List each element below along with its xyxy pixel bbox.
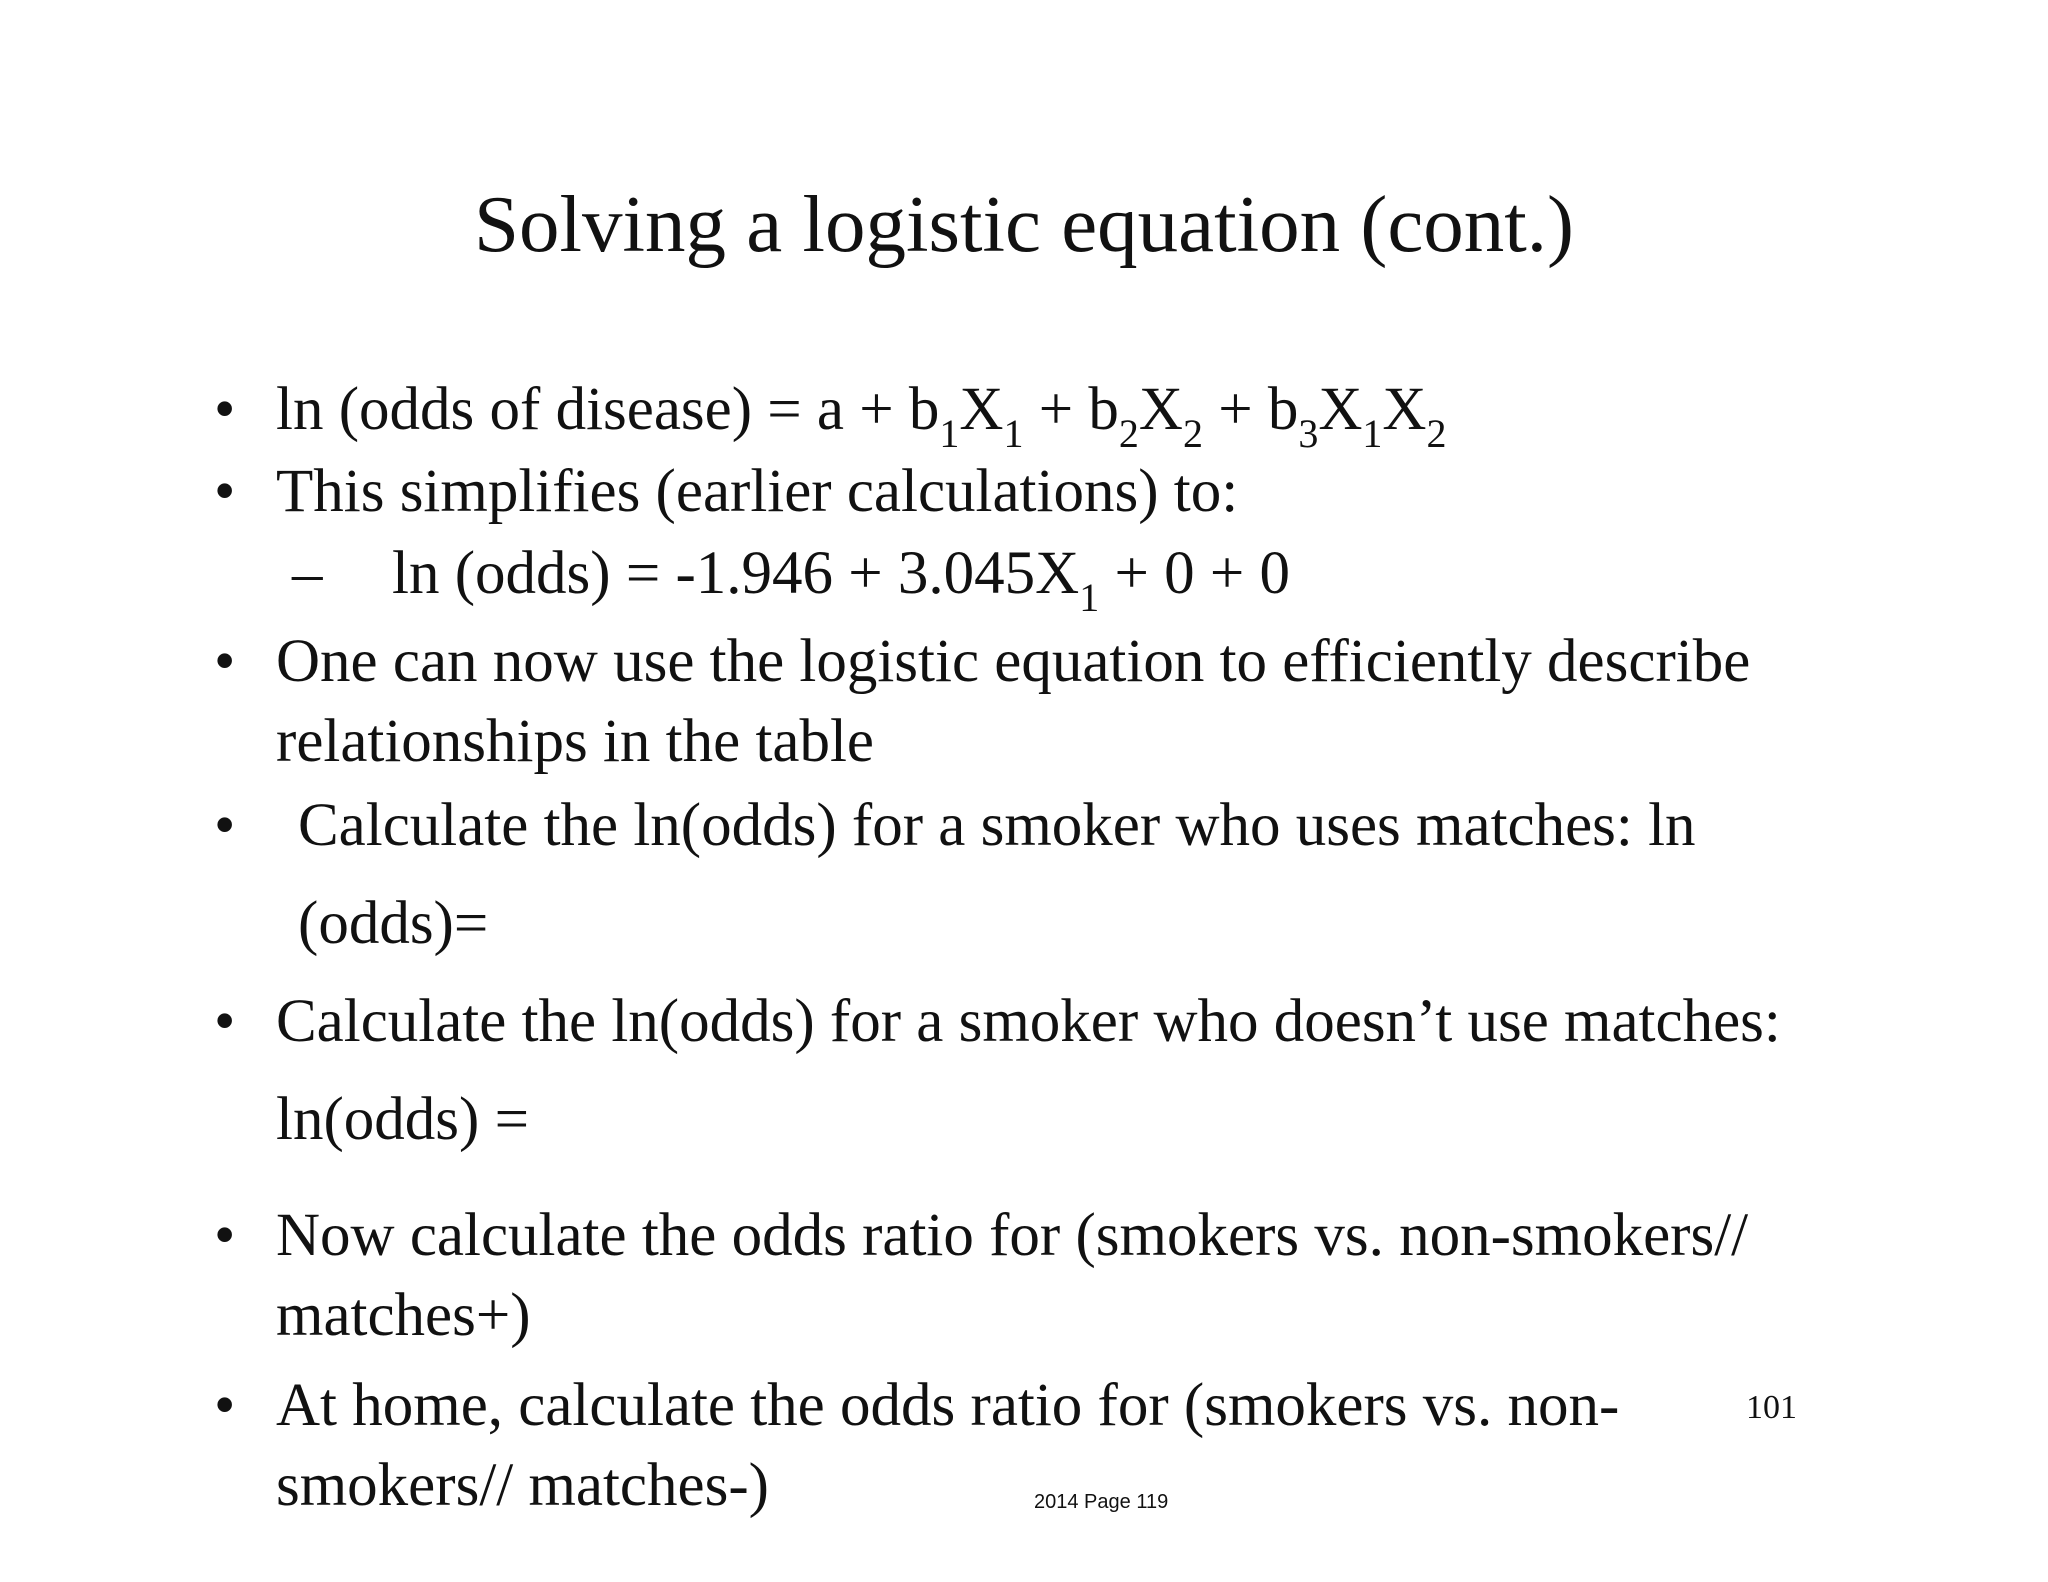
describe-line-2: relationships in the table	[276, 708, 874, 775]
slide-title: Solving a logistic equation (cont.)	[473, 179, 1575, 269]
dash-marker: –	[292, 540, 323, 607]
smoker-matches-line-1: Calculate the ln(odds) for a smoker who uses matches: ln	[298, 792, 1696, 859]
bullet-marker: •	[214, 458, 236, 525]
bullet-marker: •	[214, 792, 236, 859]
bullet-marker: •	[214, 988, 236, 1055]
home-line-2: smokers// matches-)	[276, 1452, 769, 1519]
bullet-marker: •	[214, 1372, 236, 1439]
bullet-marker: •	[214, 628, 236, 695]
bullet-marker: •	[214, 376, 236, 443]
describe-line-1: One can now use the logistic equation to efficiently describe	[276, 628, 1751, 695]
odds-ratio-line-2: matches+)	[276, 1282, 531, 1349]
bullet-marker: •	[214, 1202, 236, 1269]
page-footer: 2014 Page 119	[1034, 1491, 1169, 1513]
page-number: 101	[1746, 1389, 1797, 1426]
smoker-matches-line-2: (odds)=	[298, 890, 489, 957]
home-line-1: At home, calculate the odds ratio for (smokers vs. non-	[276, 1372, 1620, 1439]
simplifies-text: This simplifies (earlier calculations) to:	[276, 458, 1239, 525]
smoker-nomatch-line-2: ln(odds) =	[276, 1086, 529, 1153]
equation-general: ln (odds of disease) = $a + b_1X_1 + b_2X_2 + b_3X_1X_2$	[276, 376, 1447, 456]
equation-simplified: ln (odds) = $-1.946 + 3.045X_1 + 0 + 0$	[392, 540, 1291, 620]
smoker-nomatch-line-1: Calculate the ln(odds) for a smoker who doesn’t use matches:	[276, 988, 1781, 1055]
odds-ratio-line-1: Now calculate the odds ratio for (smokers vs. non-smokers//	[276, 1202, 1749, 1269]
